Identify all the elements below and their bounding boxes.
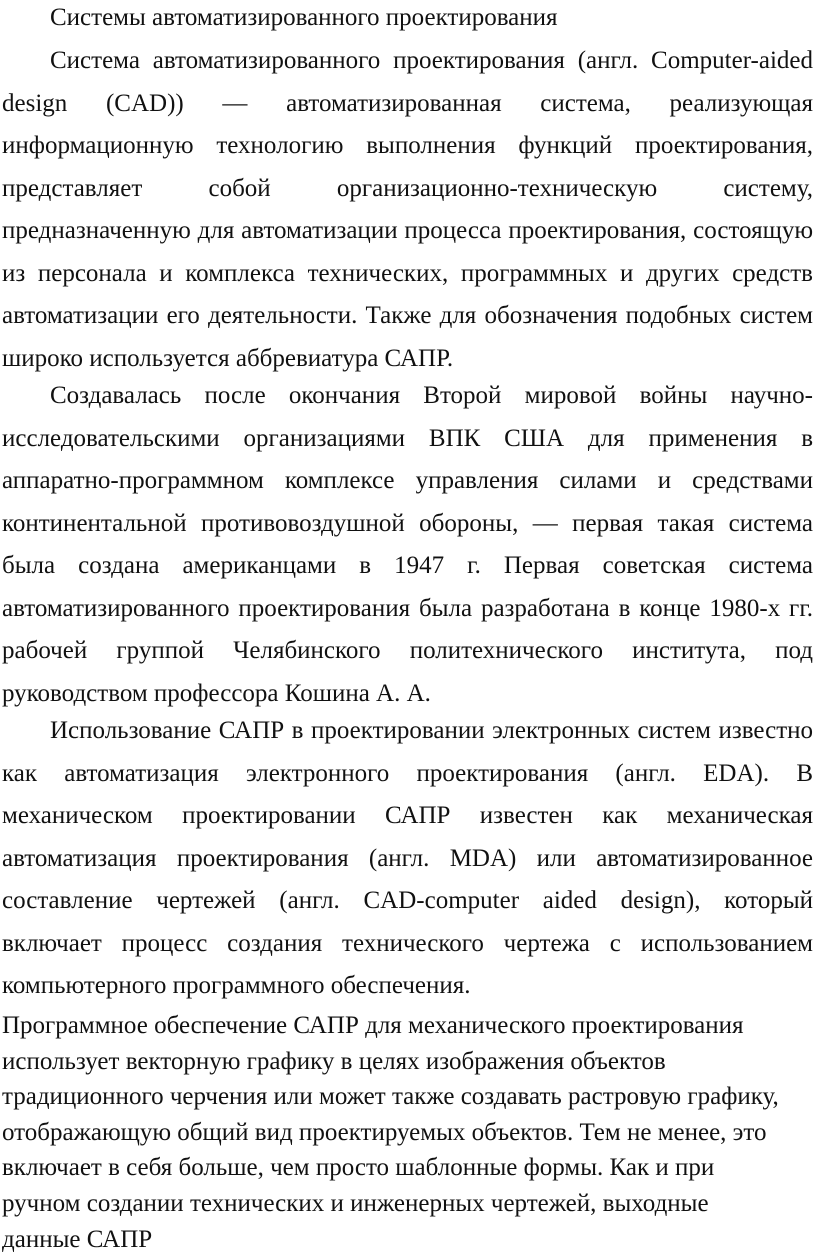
paragraph-cad-history: Создавалась после окончания Второй мировой войны научно-исследовательскими организациями ВПК США для применения в аппаратно-программном комплексе управления силами и средствами континентальной противовоздушной обороны, — первая такая система была создана американцами в 1947 г. Первая советская система автоматизированного проектирования была разработана в конце 1980-х гг. рабочей группой Челябинского политехнического института, под руководством профессора Кошина А. А. <box>2 382 813 707</box>
paragraph-cad-software: Программное обеспечение САПР для механического проектирования использует векторную графику в целях изображения объектов традиционного черчения или может также создавать растровую графику, отображающую общий вид проектируемых объектов. Тем не менее, это включает в себя больше, чем просто шаблонные формы. Как и при ручном создании технических и инженерных чертежей, выходные данные САПР <box>2 1012 779 1253</box>
paragraph-cad-applications: Использование САПР в проектировании электронных систем известно как автоматизация электронного проектирования (англ. EDA). В механическом проектировании САПР известен как механическая автоматизация проектирования (англ. MDA) или автоматизированное составление чертежей (англ. CAD-computer aided design), который включает процесс создания технического чертежа с использованием компьютерного программного обеспечения. <box>2 717 813 999</box>
paragraph-cad-definition: Система автоматизированного проектирования (англ. Computer-aided design (CAD)) — автоматизированная система, реализующая информационную технологию выполнения функций проектирования, представляет собой организационно-техническую систему, предназначенную для автоматизации процесса проектирования, состоящую из персонала и комплекса технических, программных и других средств автоматизации его деятельности. Также для обозначения подобных систем широко используется аббревиатура САПР. <box>2 47 813 372</box>
document-title: Системы автоматизированного проектирования <box>50 4 558 31</box>
